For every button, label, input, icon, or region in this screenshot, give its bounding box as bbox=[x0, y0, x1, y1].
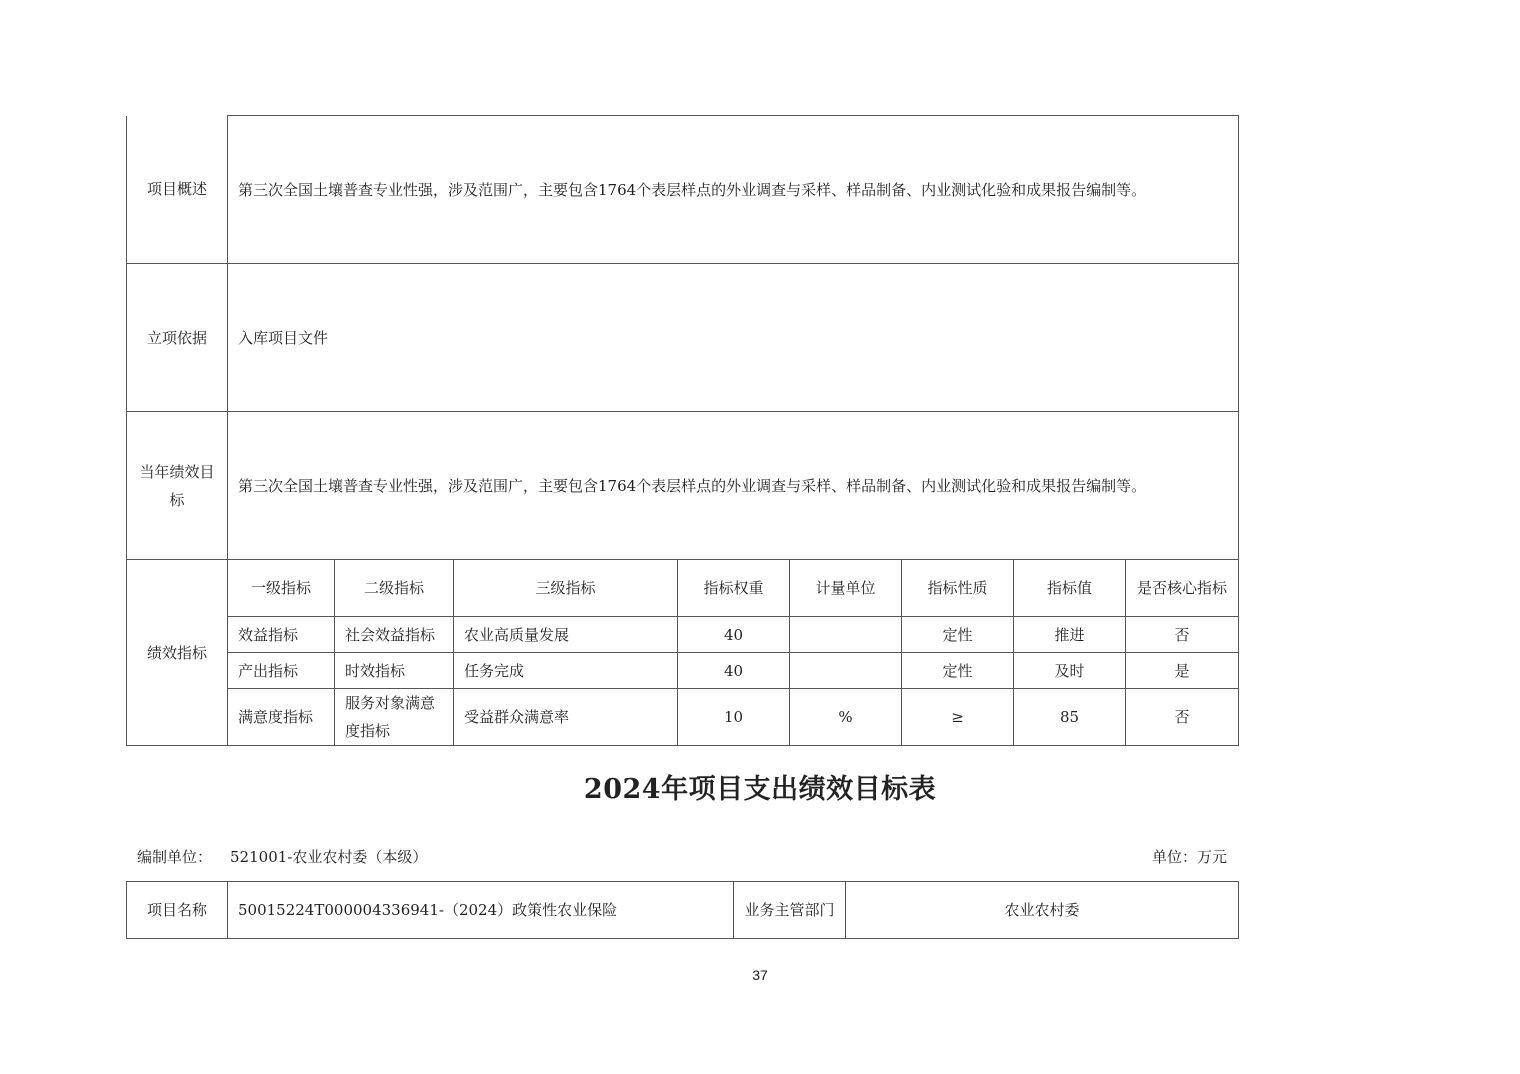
row-value: 及时 bbox=[1014, 653, 1126, 689]
project-basis-label: 立项依据 bbox=[127, 264, 228, 412]
header-level2: 二级指标 bbox=[335, 560, 454, 617]
header-level1: 一级指标 bbox=[228, 560, 335, 617]
project-overview-content: 第三次全国土壤普查专业性强，涉及范围广，主要包含1764个表层样点的外业调查与采样、样品制备、内业测试化验和成果报告编制等。 bbox=[228, 116, 1239, 264]
annual-goal-label: 当年绩效目标 bbox=[127, 412, 228, 560]
header-value: 指标值 bbox=[1014, 560, 1126, 617]
row-level3: 受益群众满意率 bbox=[454, 689, 678, 746]
performance-goal-table bbox=[126, 115, 1239, 746]
row-level2: 社会效益指标 bbox=[335, 617, 454, 653]
header-nature: 指标性质 bbox=[902, 560, 1014, 617]
dept-label: 业务主管部门 bbox=[734, 882, 846, 939]
row-level1: 产出指标 bbox=[228, 653, 335, 689]
row-nature: 定性 bbox=[902, 617, 1014, 653]
row-nature: ≥ bbox=[902, 689, 1014, 746]
row-core: 否 bbox=[1126, 617, 1239, 653]
project-name-value: 50015224T000004336941-（2024）政策性农业保险 bbox=[228, 882, 734, 939]
row-level2: 服务对象满意度指标 bbox=[335, 689, 454, 746]
row-weight: 40 bbox=[678, 617, 790, 653]
currency-unit: 单位：万元 bbox=[1151, 848, 1227, 866]
project-overview-label: 项目概述 bbox=[127, 116, 228, 264]
compiling-unit-label: 编制单位： bbox=[137, 848, 213, 866]
row-nature: 定性 bbox=[902, 653, 1014, 689]
row-level1: 效益指标 bbox=[228, 617, 335, 653]
row-level1: 满意度指标 bbox=[228, 689, 335, 746]
indicator-row bbox=[127, 617, 1239, 653]
row-core: 否 bbox=[1126, 689, 1239, 746]
compiling-unit bbox=[137, 845, 427, 869]
performance-indicators-label: 绩效指标 bbox=[127, 560, 228, 746]
row-level3: 农业高质量发展 bbox=[454, 617, 678, 653]
row-level2: 时效指标 bbox=[335, 653, 454, 689]
header-weight: 指标权重 bbox=[678, 560, 790, 617]
indicator-row bbox=[127, 689, 1239, 746]
project-basis-content: 入库项目文件 bbox=[228, 264, 1239, 412]
dept-value: 农业农村委 bbox=[846, 882, 1239, 939]
row-level3: 任务完成 bbox=[454, 653, 678, 689]
row-unit bbox=[790, 653, 902, 689]
project-info-table bbox=[126, 881, 1239, 939]
project-name-label: 项目名称 bbox=[127, 882, 228, 939]
annual-goal-content: 第三次全国土壤普查专业性强，涉及范围广，主要包含1764个表层样点的外业调查与采样、样品制备、内业测试化验和成果报告编制等。 bbox=[228, 412, 1239, 560]
compiling-unit-value: 521001-农业农村委（本级） bbox=[230, 848, 428, 866]
row-value: 推进 bbox=[1014, 617, 1126, 653]
page-number: 37 bbox=[752, 967, 768, 983]
row-weight: 10 bbox=[678, 689, 790, 746]
header-core: 是否核心指标 bbox=[1126, 560, 1239, 617]
row-value: 85 bbox=[1014, 689, 1126, 746]
row-weight: 40 bbox=[678, 653, 790, 689]
row-unit: % bbox=[790, 689, 902, 746]
section-title: 2024年项目支出绩效目标表 bbox=[583, 774, 937, 805]
indicator-row bbox=[127, 653, 1239, 689]
row-core: 是 bbox=[1126, 653, 1239, 689]
header-unit: 计量单位 bbox=[790, 560, 902, 617]
row-unit bbox=[790, 617, 902, 653]
header-level3: 三级指标 bbox=[454, 560, 678, 617]
indicator-header-row bbox=[127, 560, 1239, 617]
